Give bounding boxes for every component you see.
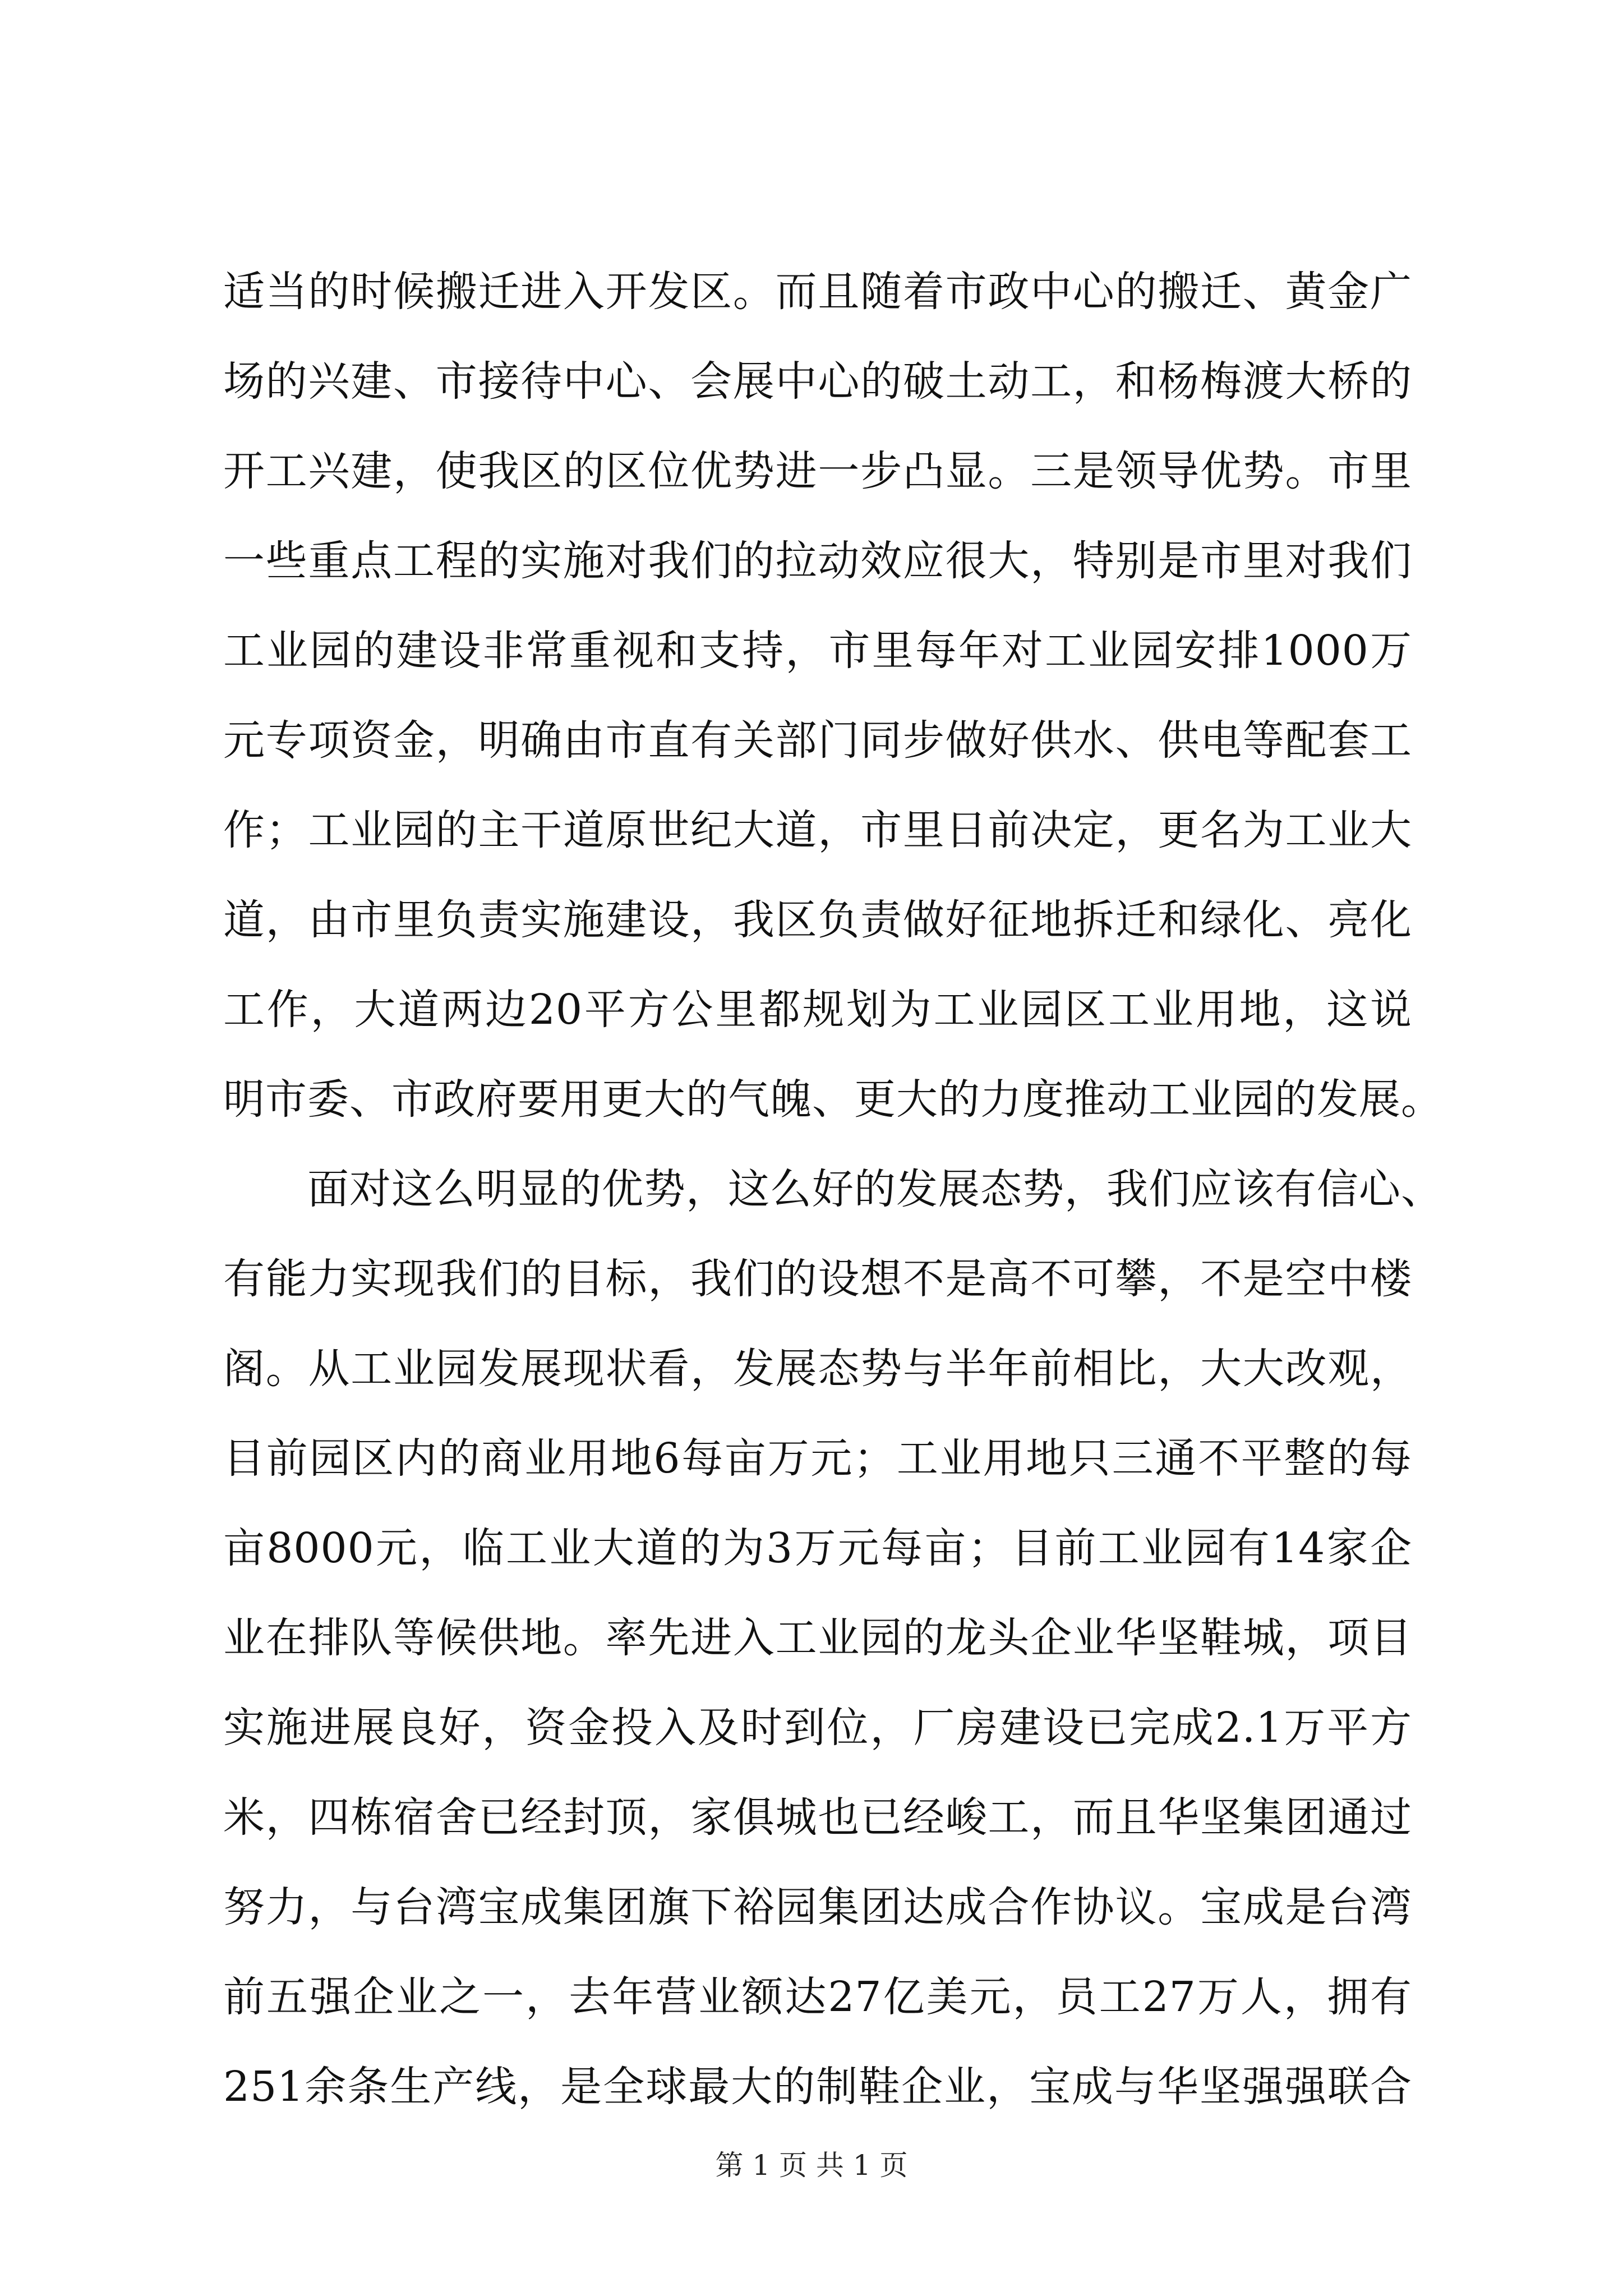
- paragraph-1-line: 作；工业园的主干道原世纪大道，市里日前决定，更名为工业大: [223, 806, 1412, 854]
- paragraph-2-line: 亩8000元，临工业大道的为3万元每亩；目前工业园有14家企: [223, 1524, 1412, 1572]
- paragraph-1-line: 开工兴建，使我区的区位优势进一步凸显。三是领导优势。市里: [223, 447, 1412, 495]
- paragraph-2-line: 251余条生产线，是全球最大的制鞋企业，宝成与华坚强强联合: [223, 2063, 1412, 2111]
- paragraph-1-line: 场的兴建、市接待中心、会展中心的破土动工，和杨梅渡大桥的: [223, 357, 1412, 406]
- paragraph-2-line: 有能力实现我们的目标，我们的设想不是高不可攀，不是空中楼: [223, 1255, 1412, 1303]
- paragraph-1-line: 工作，大道两边20平方公里都规划为工业园区工业用地，这说: [223, 986, 1412, 1034]
- paragraph-2-line: 阁。从工业园发展现状看，发展态势与半年前相比，大大改观，: [223, 1345, 1412, 1393]
- paragraph-2-line: 目前园区内的商业用地6每亩万元；工业用地只三通不平整的每: [223, 1434, 1412, 1483]
- paragraph-2-line: 努力，与台湾宝成集团旗下裕园集团达成合作协议。宝成是台湾: [223, 1883, 1412, 1931]
- paragraph-1-line: 工业园的建设非常重视和支持，市里每年对工业园安排1000万: [223, 627, 1412, 675]
- paragraph-2-line: 前五强企业之一，去年营业额达27亿美元，员工27万人，拥有: [223, 1973, 1412, 2021]
- paragraph-1-line: 一些重点工程的实施对我们的拉动效应很大，特别是市里对我们: [223, 537, 1412, 585]
- paragraph-1-line: 元专项资金，明确由市直有关部门同步做好供水、供电等配套工: [223, 716, 1412, 765]
- paragraph-2-line: 面对这么明显的优势，这么好的发展态势，我们应该有信心、: [307, 1165, 1443, 1213]
- page-number-footer: 第 1 页 共 1 页: [715, 2149, 908, 2182]
- paragraph-1-line: 明市委、市政府要用更大的气魄、更大的力度推动工业园的发展。: [223, 1075, 1443, 1124]
- paragraph-2-line: 实施进展良好，资金投入及时到位，厂房建设已完成2.1万平方: [223, 1704, 1412, 1752]
- paragraph-1-line: 适当的时候搬迁进入开发区。而且随着市政中心的搬迁、黄金广: [223, 268, 1412, 316]
- body-text: [223, 247, 1443, 2132]
- paragraph-2-line: 米，四栋宿舍已经封顶，家俱城也已经峻工，而且华坚集团通过: [223, 1793, 1412, 1842]
- paragraph-1-line: 道，由市里负责实施建设，我区负责做好征地拆迁和绿化、亮化: [223, 896, 1412, 944]
- paragraph-2-line: 业在排队等候供地。率先进入工业园的龙头企业华坚鞋城，项目: [223, 1614, 1412, 1662]
